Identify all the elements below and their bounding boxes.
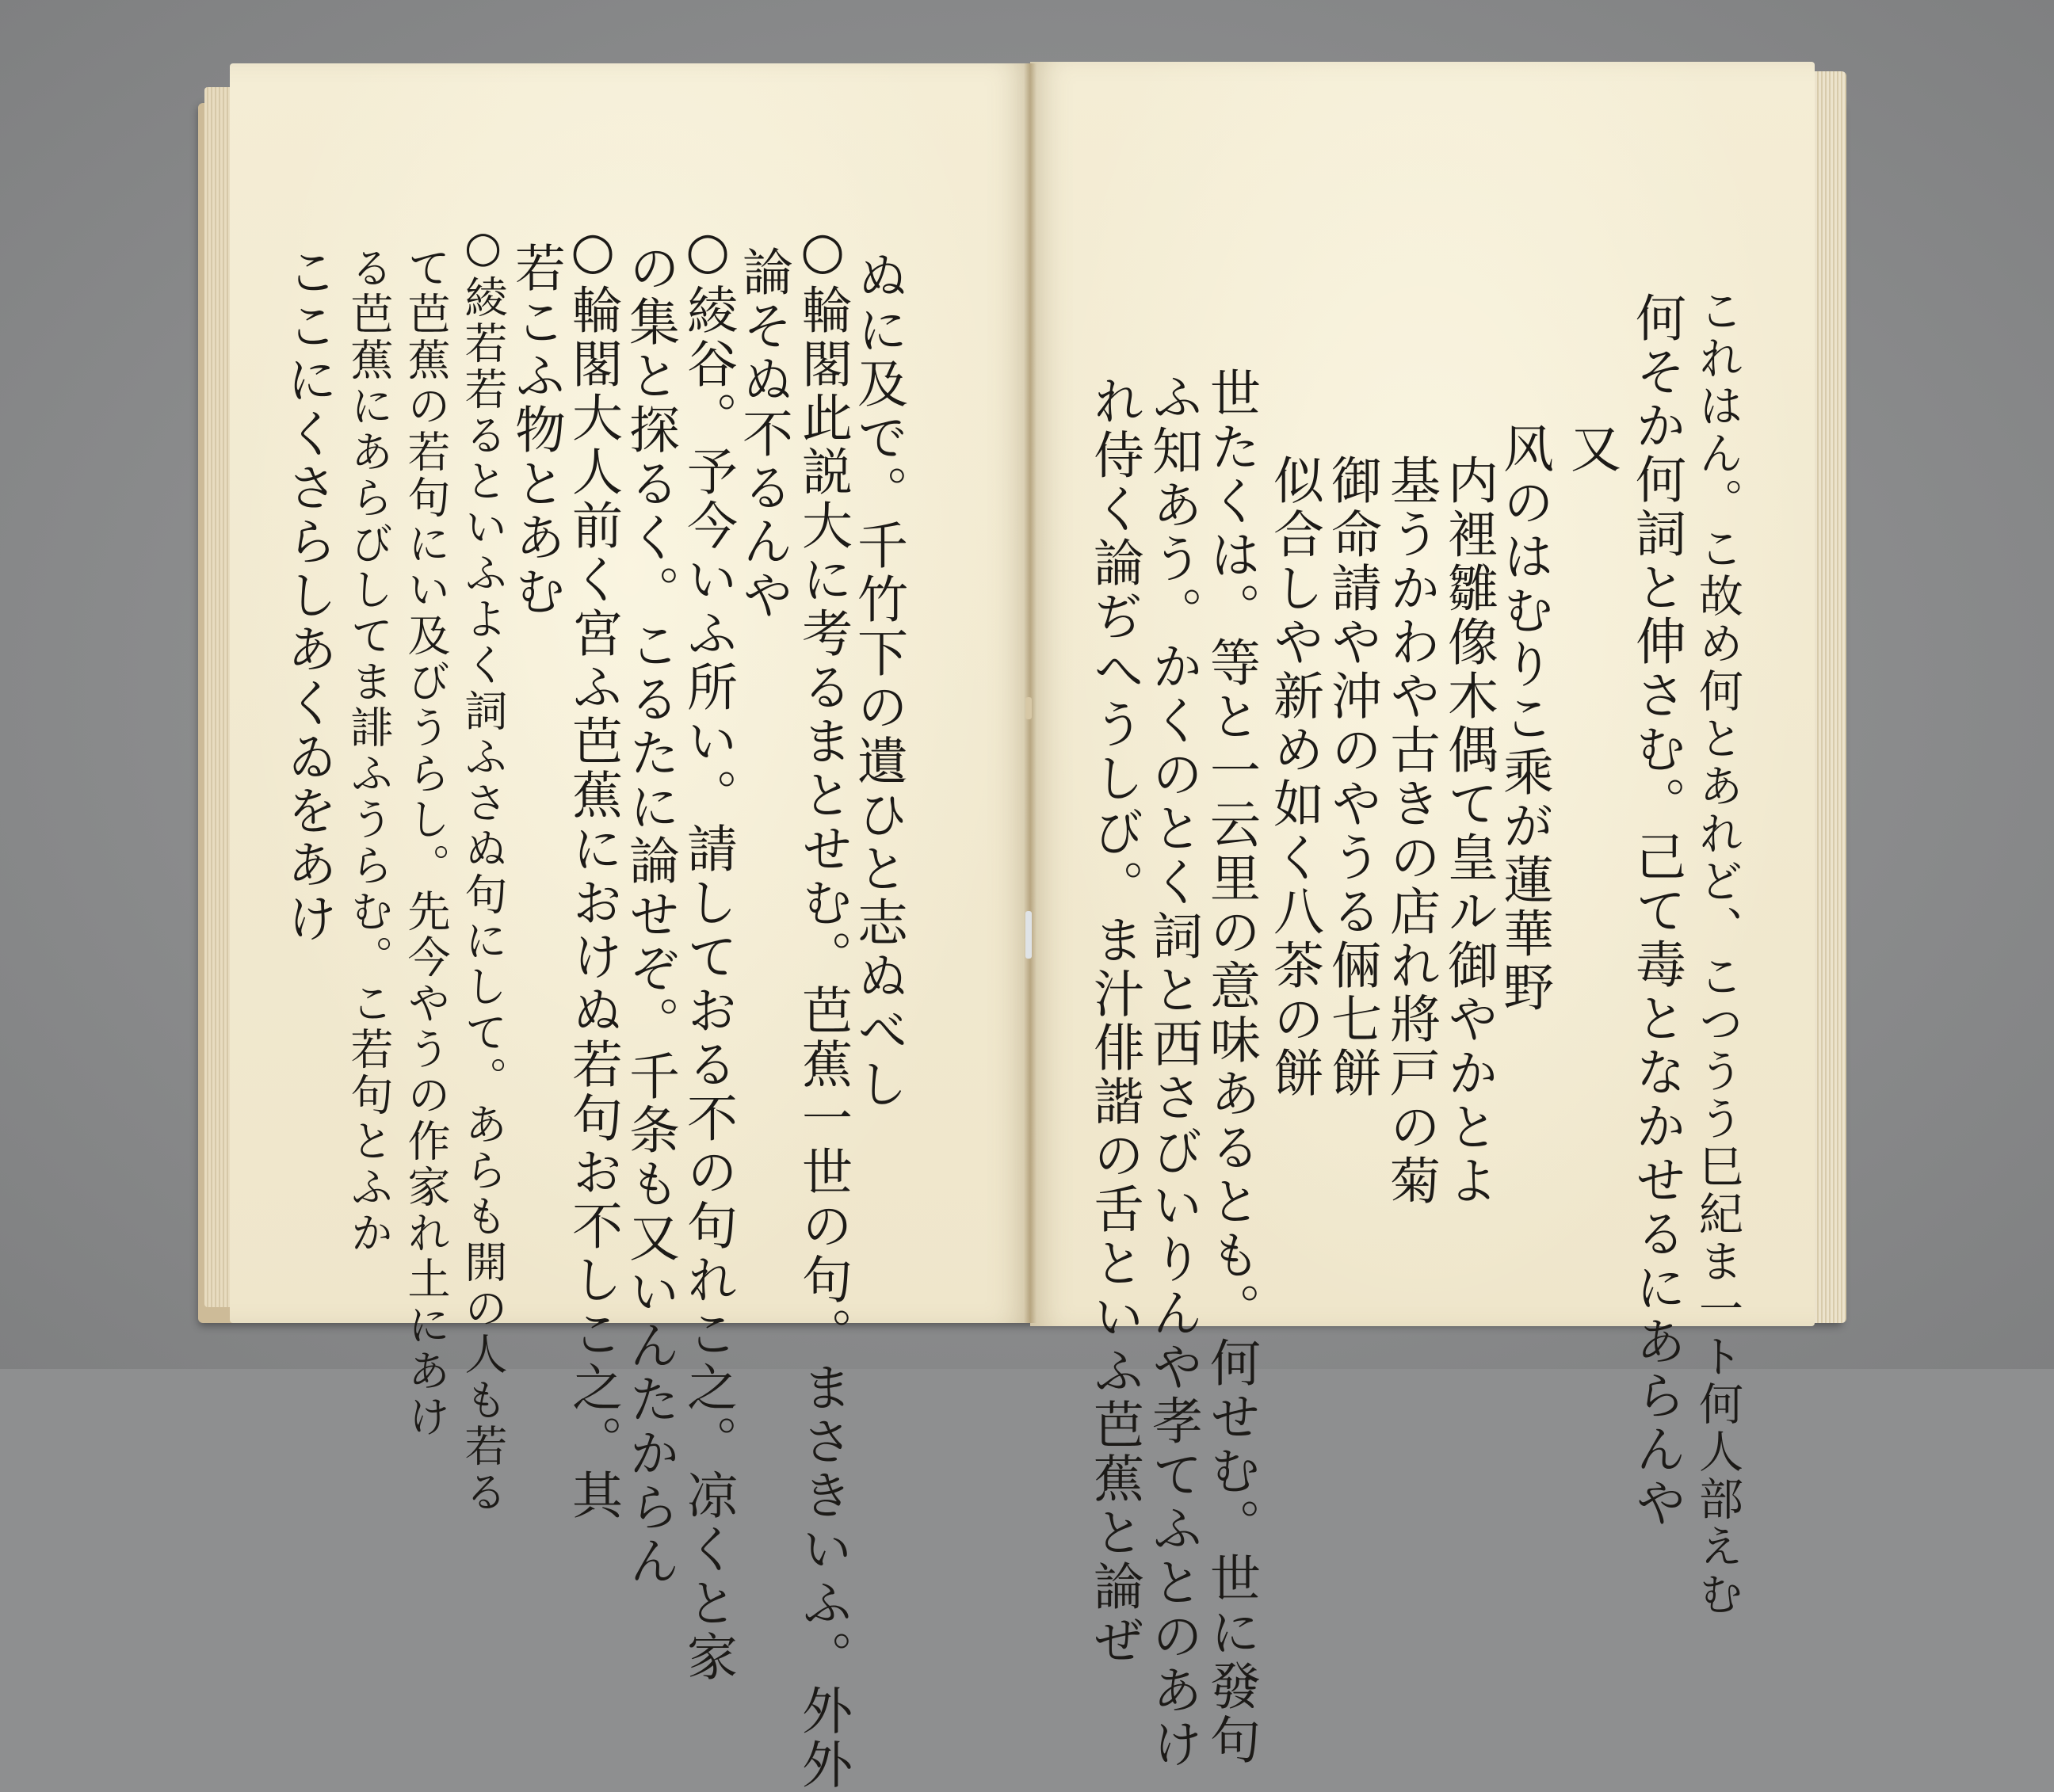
right-line-9: 世たくは。等と一云里の意味あるとも。何せむ。世に發句 bbox=[1201, 367, 1260, 1767]
right-line-11: れ侍く論ぢへうしび。ま汁俳諧の舌といふ芭蕉と論ぜ bbox=[1085, 375, 1143, 1668]
left-line-8: ○綾若若るといふよく詞ふさぬ句にして。あらも開の人も若る bbox=[458, 222, 508, 1516]
left-line-1: ぬに及で。千竹下の遺ひと志ぬべし bbox=[849, 250, 907, 1111]
left-line-6: ○輪閣大人前く宮ふ芭蕉におけぬ若句お不しこ之。其 bbox=[563, 222, 622, 1523]
right-line-2: 何そか何詞と伸さむ。己て毒となかせるにあらんや bbox=[1627, 292, 1686, 1531]
right-line-6: 基うかわや古きの店れ將戸の菊 bbox=[1381, 454, 1440, 1208]
right-line-5: 内裡雛像木偶て皇ル御やかとよ bbox=[1439, 454, 1498, 1208]
left-line-11: ここにくさらしあくゐをあけ bbox=[278, 246, 337, 946]
right-page bbox=[1030, 62, 1815, 1771]
left-line-5: の集と探るく。こるたに論せぞ。千条も又いんたからん bbox=[620, 242, 679, 1588]
right-line-1: これはん。こ故め何とあれど、こつうう巳紀ま一ト何人部えむ bbox=[1692, 288, 1743, 1619]
left-line-9: て芭蕉の若句にい及びうらし。先今やうの作家れ土にあけ bbox=[401, 246, 451, 1440]
left-line-4: ○綾谷。予今いふ所い。請しておる不の句れこ之。凉くと家 bbox=[678, 222, 737, 1684]
left-line-2: ○輪閣此説大に考るまとせむ。芭蕉一世の句。まさきいふ。外外 bbox=[793, 222, 852, 1792]
right-line-4: 风のはむりこ乘が蓮華野 bbox=[1495, 422, 1553, 1015]
right-line-8: 似合しや新め如く八茶の餅 bbox=[1265, 454, 1323, 1100]
open-book bbox=[198, 55, 1846, 1792]
left-line-10: る芭蕉にあらびしてま誹ふうらむ。こ若句とふか bbox=[344, 246, 394, 1256]
right-line-3: 又 bbox=[1562, 422, 1621, 476]
left-line-7: 若こふ物とあむ bbox=[506, 242, 565, 619]
left-page bbox=[230, 63, 1030, 1792]
right-line-7: 御命請や沖のやうる倆七餅 bbox=[1323, 454, 1381, 1100]
right-line-10: ふ知あう。かくのとく詞と西さびいりんや孝てふとのあけ bbox=[1143, 371, 1202, 1771]
binding-thread bbox=[1025, 697, 1032, 719]
left-line-3: 論そぬ不るんや bbox=[734, 246, 792, 623]
book-gutter bbox=[1024, 63, 1037, 1323]
binding-thread bbox=[1025, 911, 1032, 959]
